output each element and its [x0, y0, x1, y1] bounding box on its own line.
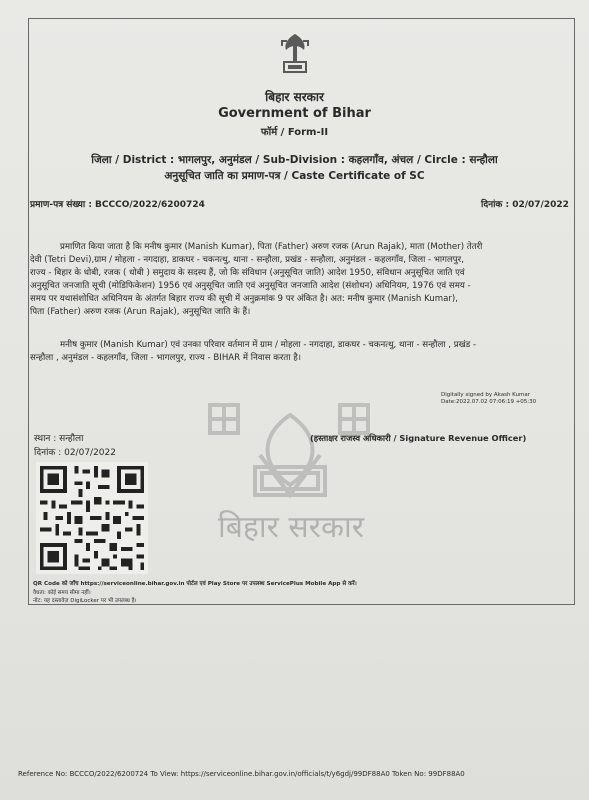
bihar-emblem-icon: [274, 30, 316, 80]
body-line: प्रमाणित किया जाता है कि मनीष कुमार (Manish Kumar), पिता (Father) अरुण रजक (Arun Rajak), माता (Mother) तेतरी: [60, 242, 483, 252]
govt-english-title: Government of Bihar: [218, 106, 371, 121]
body-line: राज्य - बिहार के धोबी, रजक ( धोबी ) समुदाय के सदस्य हैं, जो कि संविधान (अनुसूचित जाति) आदेश 1950, संविधान अनुसूचित जाति एवं: [30, 268, 465, 278]
bihar-watermark-icon: [190, 395, 390, 595]
body-line: अनुसूचित जनजाति सूची (मोडिफिकेशन) 1956 एवं अनुसूचित जाति एवं अनुसूचित जनजाति आदेश (संशोधन) अधिनियम, 1976 एवं समय -: [30, 281, 471, 291]
digital-signature-line: Digitally signed by Akash Kumar: [441, 392, 530, 398]
footer-note: नोट: यह दस्तावेज़ DigiLocker पर भी उपलब्ध है।: [33, 598, 137, 604]
footer-date: दिनांक : 02/07/2022: [34, 448, 116, 458]
issue-date: दिनांक : 02/07/2022: [481, 200, 569, 210]
digital-signature-date: Date:2022.07.02 07:06:19 +05:30: [441, 399, 537, 405]
location-line: जिला / District : भागलपुर, अनुमंडल / Sub-Division : कहलगाँव, अंचल / Circle : सन्हौला: [91, 154, 498, 166]
watermark-text: बिहार सरकार: [218, 510, 365, 545]
certificate-title: अनुसूचित जाति का प्रमाण-पत्र / Caste Certificate of SC: [164, 170, 425, 182]
footer-note: QR Code को जाँच https://serviceonline.bihar.gov.in पोर्टल एवं Play Store पर उपलब्ध ServicePlus Mobile App से करें।: [33, 581, 357, 587]
footer-note: वैधता: कोई समय सीमा नहीं।: [33, 590, 91, 596]
form-label: फॉर्म / Form-II: [260, 127, 329, 138]
certificate-number: प्रमाण-पत्र संख्या : BCCCO/2022/6200724: [30, 200, 205, 210]
signature-officer: (हस्ताक्षर राजस्व अधिकारी / Signature Revenue Officer): [310, 433, 527, 443]
govt-hindi-title: बिहार सरकार: [265, 90, 324, 104]
body-line: पिता (Father) अरुण रजक (Arun Rajak), अनुसूचित जाति के हैं।: [30, 307, 251, 317]
reference-line: Reference No: BCCCO/2022/6200724 To View: https://serviceonline.bihar.gov.in/officials/t/y6gdj/99DF88A0 Token No: 99DF88A0: [18, 770, 465, 778]
body-line: मनीष कुमार (Manish Kumar) एवं उनका परिवार वर्तमान में ग्राम / मोहला - नगदाहा, डाकघर - चकनत्थु, थाना - सन्हौला , प्रखंड -: [60, 340, 477, 350]
place-label: स्थान : सन्हौला: [34, 434, 84, 444]
body-line: देवी (Tetri Devi),ग्राम / मोहला - नगदाहा, डाकघर - चकनत्थु, थाना - सन्हौला, प्रखंड - सन्हौला, अनुमंडल - कहलगाँव, जिला - भागलपुर,: [30, 255, 464, 265]
body-line: समय पर यथासंशोधित अधिनियम के अंतर्गत बिहार राज्य की सूची में अनुक्रमांक 9 पर अंकित है। अत: मनीष कुमार (Manish Kumar),: [30, 294, 459, 304]
qr-code-icon: [36, 462, 148, 574]
body-line: सन्हौला , अनुमंडल - कहलगाँव, जिला - भागलपुर, राज्य - BIHAR में निवास करता है।: [30, 353, 302, 363]
